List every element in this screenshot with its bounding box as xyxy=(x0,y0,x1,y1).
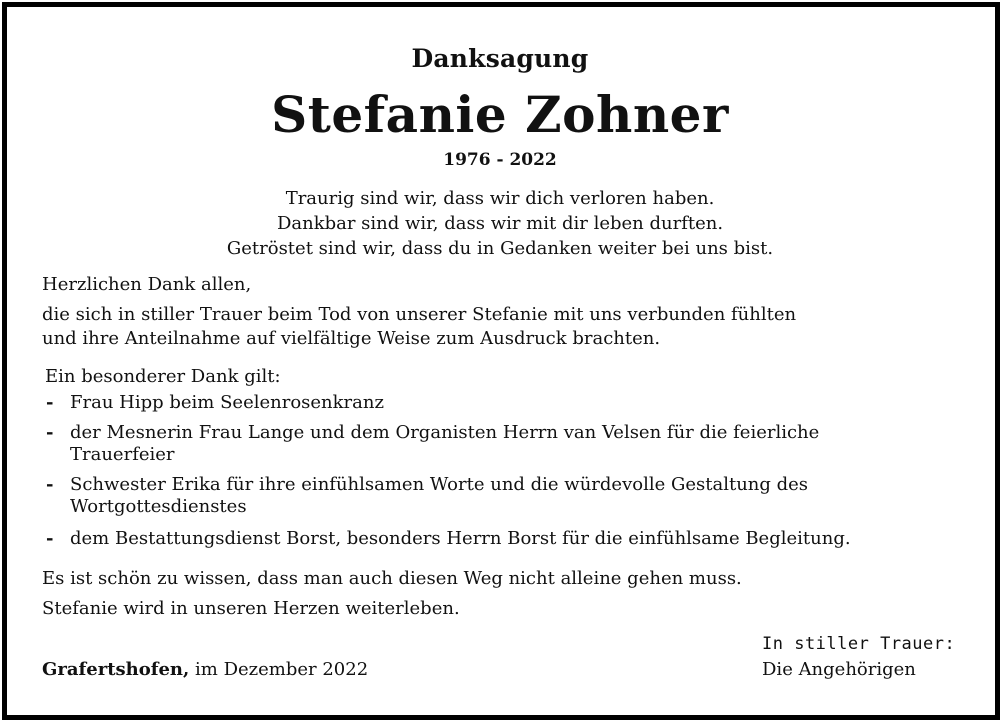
closing-line-2: Stefanie wird in unseren Herzen weiterleben. xyxy=(42,598,460,619)
verse-line-3: Getröstet sind wir, dass du in Gedanken weiter bei uns bist. xyxy=(226,238,774,259)
list-item-text-continued: Trauerfeier xyxy=(70,444,175,465)
place-name: Grafertshofen, xyxy=(42,659,190,680)
deceased-name: Stefanie Zohner xyxy=(271,85,729,144)
date-text: im Dezember 2022 xyxy=(189,659,369,680)
life-years: 1976 - 2022 xyxy=(443,150,557,170)
list-item-text: der Mesnerin Frau Lange und dem Organisten Herrn van Velsen für die feierliche xyxy=(70,422,820,443)
list-item-text-continued: Wortgottesdienstes xyxy=(70,496,247,517)
closing-line-1: Es ist schön zu wissen, dass man auch diesen Weg nicht alleine gehen muss. xyxy=(42,568,742,589)
list-item-text: dem Bestattungsdienst Borst, besonders Herrn Borst für die einfühlsame Begleitung. xyxy=(70,528,851,549)
dash-bullet: - xyxy=(46,528,54,549)
place-date xyxy=(42,657,368,683)
verse-line-1: Traurig sind wir, dass wir dich verloren haben. xyxy=(285,188,715,209)
verse-block xyxy=(0,186,1000,261)
thanks-line-1: die sich in stiller Trauer beim Tod von unserer Stefanie mit uns verbunden fühlten xyxy=(42,304,797,325)
dash-bullet: - xyxy=(46,422,54,443)
signed-by: Die Angehörigen xyxy=(762,659,916,680)
list-item-text: Frau Hipp beim Seelenrosenkranz xyxy=(70,392,384,413)
list-item-text: Schwester Erika für ihre einfühlsamen Worte und die würdevolle Gestaltung des xyxy=(70,474,809,495)
special-thanks-intro: Ein besonderer Dank gilt: xyxy=(45,366,281,387)
thanks-greeting: Herzlichen Dank allen, xyxy=(42,274,252,295)
thanks-line-2: und ihre Anteilnahme auf vielfältige Weise zum Ausdruck brachten. xyxy=(42,328,661,349)
verse-line-2: Dankbar sind wir, dass wir mit dir leben durften. xyxy=(276,213,724,234)
dash-bullet: - xyxy=(46,474,54,495)
mourning-label: In stiller Trauer: xyxy=(762,634,956,654)
notice-heading: Danksagung xyxy=(411,44,589,73)
dash-bullet: - xyxy=(46,392,54,413)
